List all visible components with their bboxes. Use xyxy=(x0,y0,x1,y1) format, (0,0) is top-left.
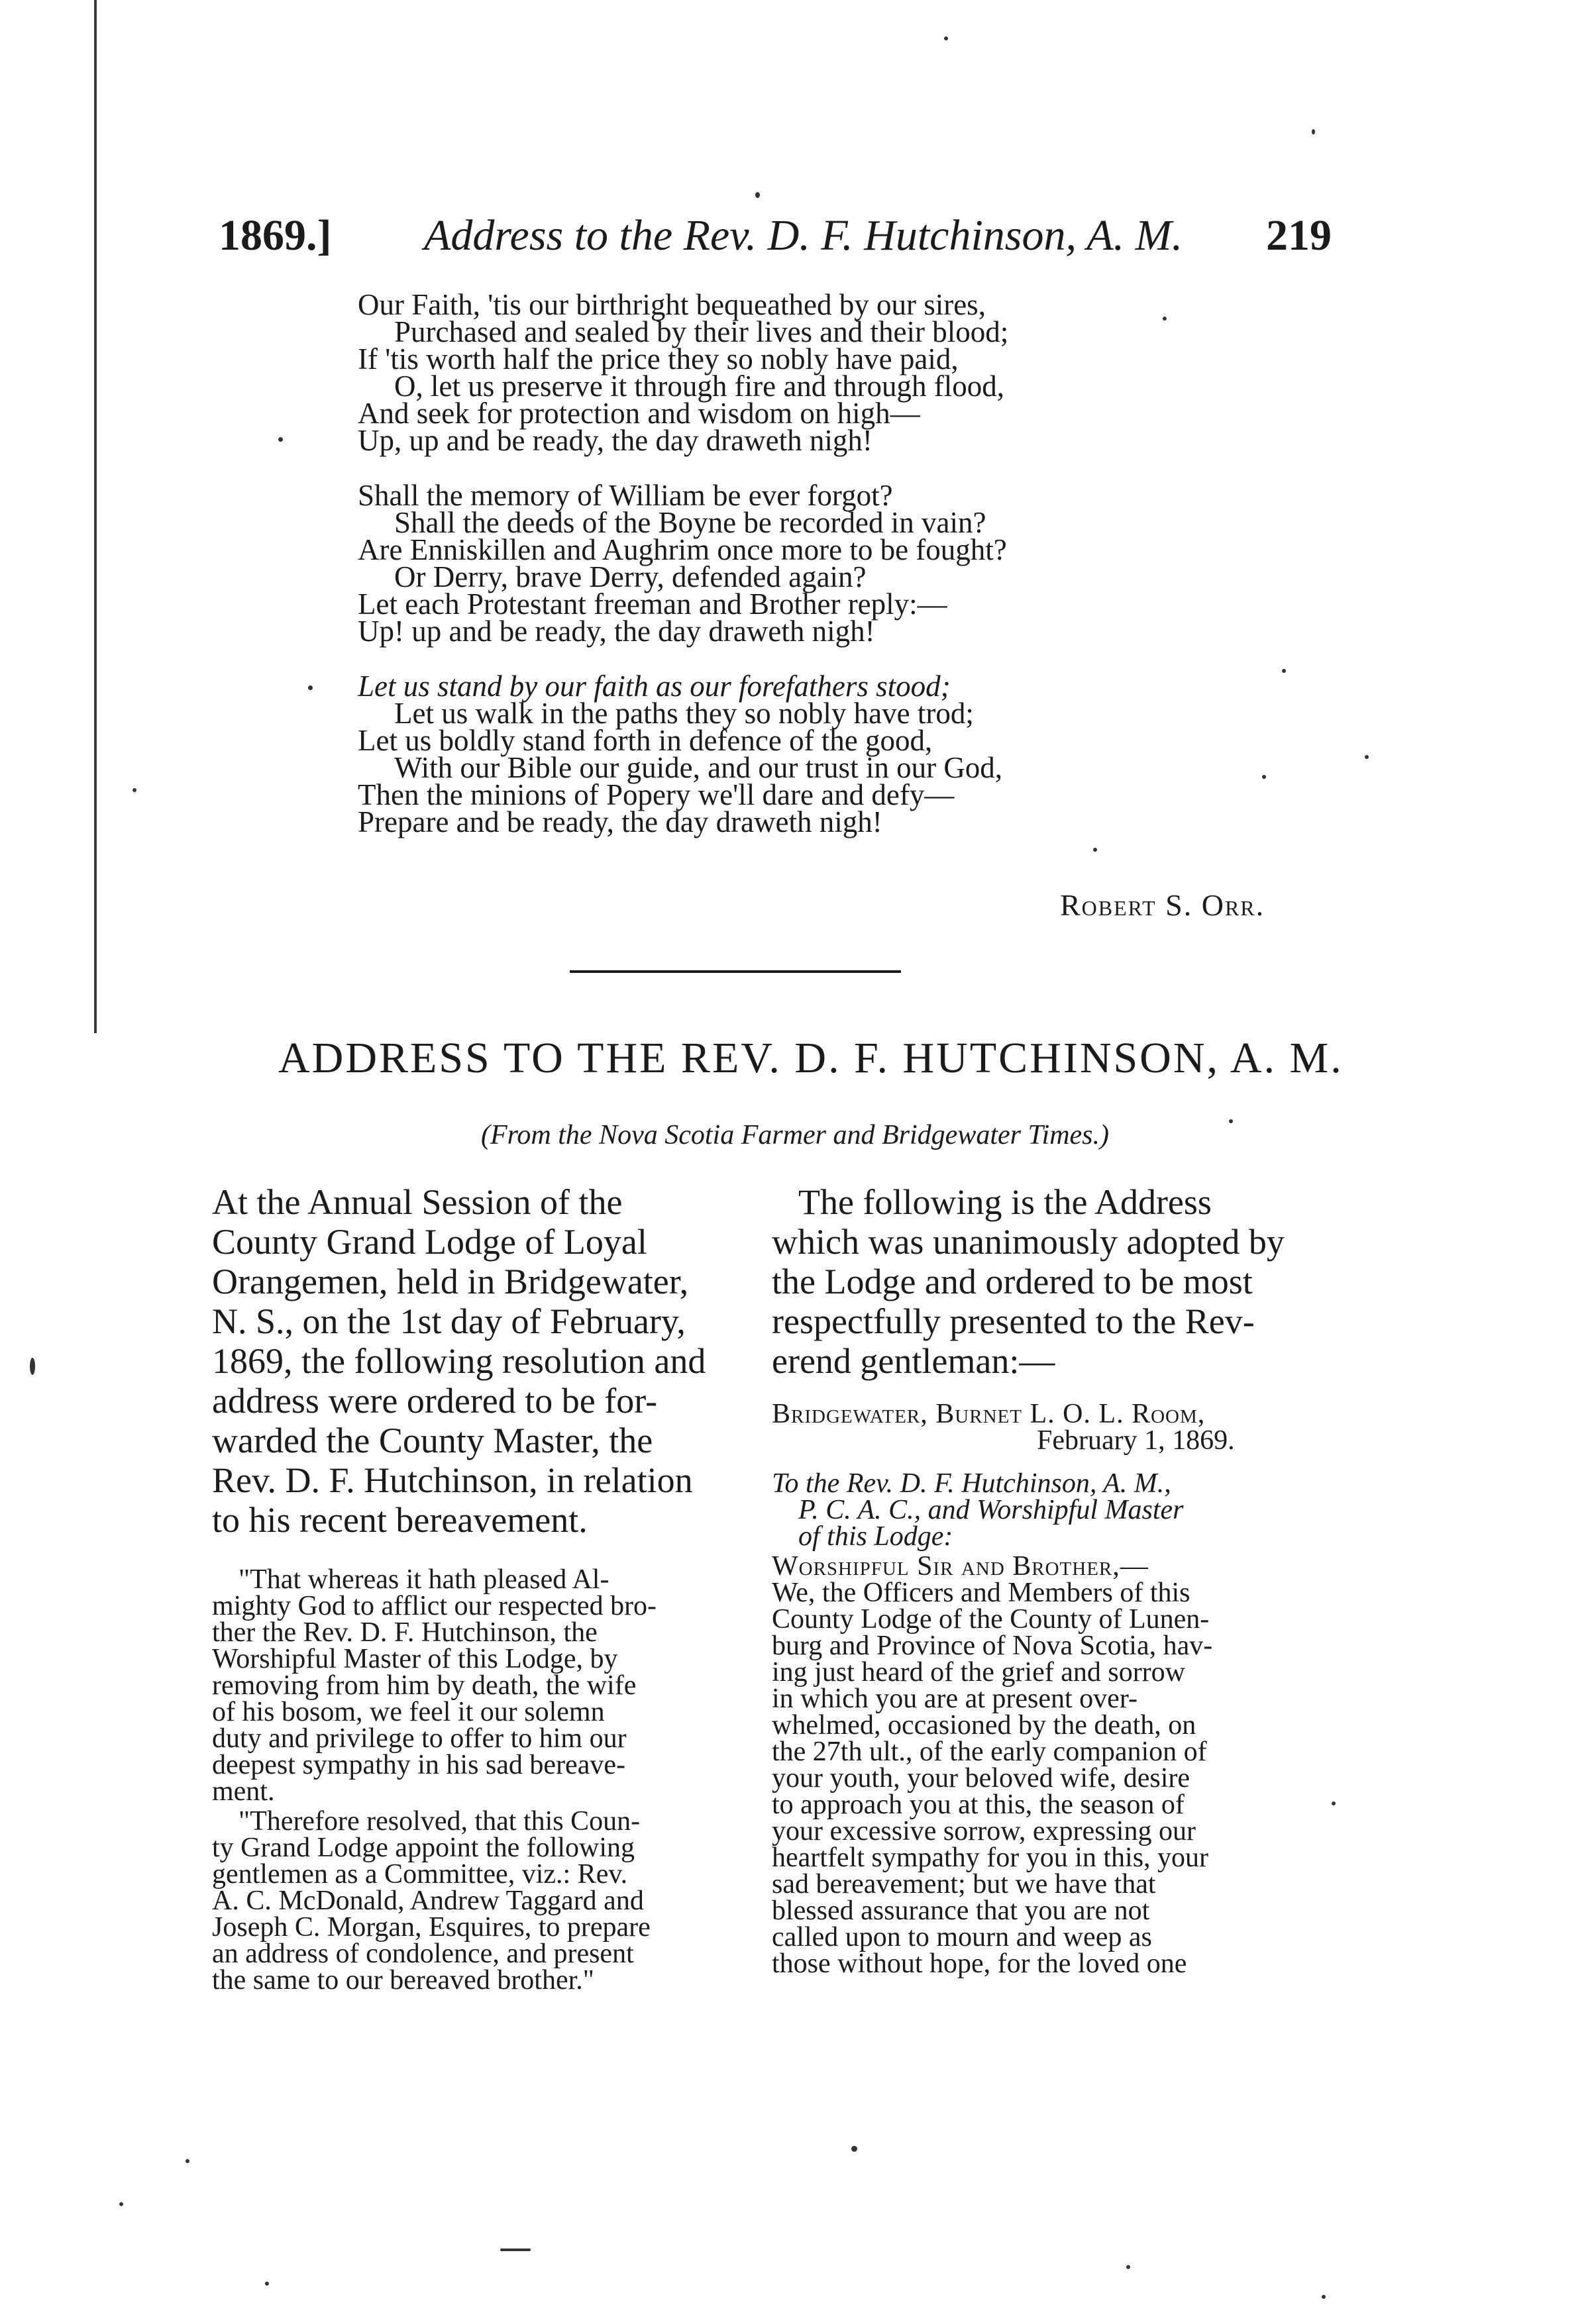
running-head-year: 1869.] xyxy=(219,211,332,260)
poem-line: And seek for protection and wisdom on high— xyxy=(358,397,920,430)
scan-speck xyxy=(851,2146,857,2152)
right-intro-paragraph xyxy=(772,1182,1302,1381)
text-line: your youth, your beloved wife, desire xyxy=(772,1763,1191,1794)
text-line: At the Annual Session of the xyxy=(212,1182,623,1222)
text-line: erend gentleman:— xyxy=(772,1341,1055,1381)
text-line: your excessive sorrow, expressing our xyxy=(772,1816,1196,1846)
poem-line: Purchased and sealed by their lives and their blood; xyxy=(394,315,1009,348)
text-line: which was unanimously adopted by xyxy=(772,1222,1285,1262)
poem-line: Our Faith, 'tis our birthright bequeathed by our sires, xyxy=(358,288,986,321)
poem-stanza xyxy=(358,479,1285,648)
text-line: We, the Officers and Members of this xyxy=(772,1578,1191,1608)
text-line: of his bosom, we feel it our solemn xyxy=(212,1697,605,1727)
running-head xyxy=(219,211,1332,270)
text-line: removing from him by death, the wife xyxy=(212,1670,637,1701)
poem-stanza xyxy=(358,288,1285,457)
running-head-title: Address to the Rev. D. F. Hutchinson, A. M. xyxy=(424,211,1183,260)
text-line: Orangemen, held in Bridgewater, xyxy=(212,1262,689,1301)
poem-line: Let us walk in the paths they so nobly have trod; xyxy=(394,697,974,730)
text-line: Rev. D. F. Hutchinson, in relation xyxy=(212,1460,693,1500)
text-line: County Grand Lodge of Loyal xyxy=(212,1222,647,1262)
text-line: to approach you at this, the season of xyxy=(772,1790,1185,1820)
text-line: of this Lodge: xyxy=(798,1521,953,1552)
poem-line: Up! up and be ready, the day draweth nigh! xyxy=(358,615,875,648)
poem-line: Then the minions of Popery we'll dare and defy— xyxy=(358,778,955,811)
text-line: The following is the Address xyxy=(798,1182,1212,1222)
resolution-therefore xyxy=(212,1808,742,1994)
text-line: blessed assurance that you are not xyxy=(772,1895,1150,1926)
text-line: sad bereavement; but we have that xyxy=(772,1869,1156,1899)
scan-speck xyxy=(119,2202,123,2206)
text-line: ther the Rev. D. F. Hutchinson, the xyxy=(212,1617,598,1648)
poem xyxy=(358,288,1285,864)
poem-line: Let us stand by our faith as our forefathers stood; xyxy=(358,670,951,703)
poem-line: With our Bible our guide, and our trust in our God, xyxy=(394,751,1003,784)
scan-speck xyxy=(1332,1801,1336,1805)
text-line: ing just heard of the grief and sorrow xyxy=(772,1657,1185,1688)
poem-line: Let each Protestant freeman and Brother reply:— xyxy=(358,587,947,621)
text-line: called upon to mourn and weep as xyxy=(772,1922,1152,1952)
text-line: burg and Province of Nova Scotia, hav- xyxy=(772,1631,1213,1661)
poem-line: Up, up and be ready, the day draweth nigh! xyxy=(358,424,873,457)
text-line: N. S., on the 1st day of February, xyxy=(212,1301,686,1341)
scan-speck xyxy=(755,192,760,198)
text-line: mighty God to afflict our respected bro- xyxy=(212,1591,657,1621)
poem-line: Shall the memory of William be ever forgot? xyxy=(358,479,893,512)
text-line: County Lodge of the County of Lunen- xyxy=(772,1604,1210,1635)
poem-line: Prepare and be ready, the day draweth nigh! xyxy=(358,805,882,838)
scan-speck xyxy=(265,2282,269,2286)
poem-line: Are Enniskillen and Aughrim once more to be fought? xyxy=(358,533,1007,566)
poem-line: If 'tis worth half the price they so nobly have paid, xyxy=(358,342,959,376)
scan-speck xyxy=(185,2159,189,2163)
text-line: P. C. A. C., and Worshipful Master xyxy=(798,1495,1184,1525)
scan-speck xyxy=(1312,129,1315,134)
text-line: an address of condolence, and present xyxy=(212,1939,634,1969)
text-line: to his recent bereavement. xyxy=(212,1500,588,1540)
text-line: heartfelt sympathy for you in this, your xyxy=(772,1843,1209,1873)
text-line: Joseph C. Morgan, Esquires, to prepare xyxy=(212,1912,651,1943)
scan-speck xyxy=(1126,2265,1130,2269)
text-line: in which you are at present over- xyxy=(772,1684,1138,1714)
article-title: ADDRESS TO THE REV. D. F. HUTCHINSON, A. M. xyxy=(278,1034,1344,1082)
article-source: (From the Nova Scotia Farmer and Bridgewater Times.) xyxy=(480,1120,1109,1150)
dateline xyxy=(772,1401,1302,1454)
scan-speck xyxy=(500,2248,531,2251)
scan-speck xyxy=(944,36,948,40)
dateline-place: Bridgewater, Burnet L. O. L. Room, xyxy=(772,1399,1206,1429)
address-body xyxy=(772,1553,1302,1977)
poem-line: Or Derry, brave Derry, defended again? xyxy=(394,560,867,593)
text-line: those without hope, for the loved one xyxy=(772,1948,1187,1979)
scan-speck xyxy=(278,437,283,442)
poem-stanza xyxy=(358,670,1285,838)
text-line: the 27th ult., of the early companion of xyxy=(772,1737,1207,1767)
scan-speck xyxy=(132,788,136,792)
scan-speck xyxy=(1322,2295,1326,2299)
poem-line: Shall the deeds of the Boyne be recorded in vain? xyxy=(394,506,986,539)
text-line: To the Rev. D. F. Hutchinson, A. M., xyxy=(772,1468,1171,1499)
text-line: the same to our bereaved brother." xyxy=(212,1965,594,1996)
scan-speck xyxy=(30,1358,35,1375)
text-line: duty and privilege to offer to him our xyxy=(212,1723,627,1754)
text-line: deepest sympathy in his sad bereave- xyxy=(212,1750,625,1780)
text-line: Worshipful Master of this Lodge, by xyxy=(212,1644,618,1674)
text-line: respectfully presented to the Rev- xyxy=(772,1301,1255,1341)
left-intro-paragraph xyxy=(212,1182,742,1540)
salutation xyxy=(772,1470,1302,1550)
scan-speck xyxy=(308,685,313,690)
greeting: Worshipful Sir and Brother,— xyxy=(772,1551,1149,1582)
text-line: ment. xyxy=(212,1776,275,1807)
scan-speck xyxy=(1365,755,1369,759)
text-line: warded the County Master, the xyxy=(212,1421,653,1460)
text-line: "Therefore resolved, that this Coun- xyxy=(238,1806,641,1837)
page-number: 219 xyxy=(1266,211,1332,260)
text-line: the Lodge and ordered to be most xyxy=(772,1262,1253,1301)
poem-author: Robert S. Orr. xyxy=(1060,888,1265,922)
section-divider xyxy=(570,970,901,973)
page-gutter-edge xyxy=(94,0,97,1033)
text-line: gentlemen as a Committee, viz.: Rev. xyxy=(212,1859,628,1890)
dateline-date: February 1, 1869. xyxy=(1037,1425,1235,1456)
poem-line: O, let us preserve it through fire and through flood, xyxy=(394,370,1005,403)
text-line: "That whereas it hath pleased Al- xyxy=(238,1564,609,1595)
resolution-whereas xyxy=(212,1566,742,1805)
poem-line: Let us boldly stand forth in defence of the good, xyxy=(358,724,933,757)
text-line: address were ordered to be for- xyxy=(212,1381,658,1421)
text-line: 1869, the following resolution and xyxy=(212,1341,706,1381)
text-line: A. C. McDonald, Andrew Taggard and xyxy=(212,1886,644,1916)
text-line: ty Grand Lodge appoint the following xyxy=(212,1833,635,1863)
text-line: whelmed, occasioned by the death, on xyxy=(772,1710,1196,1741)
